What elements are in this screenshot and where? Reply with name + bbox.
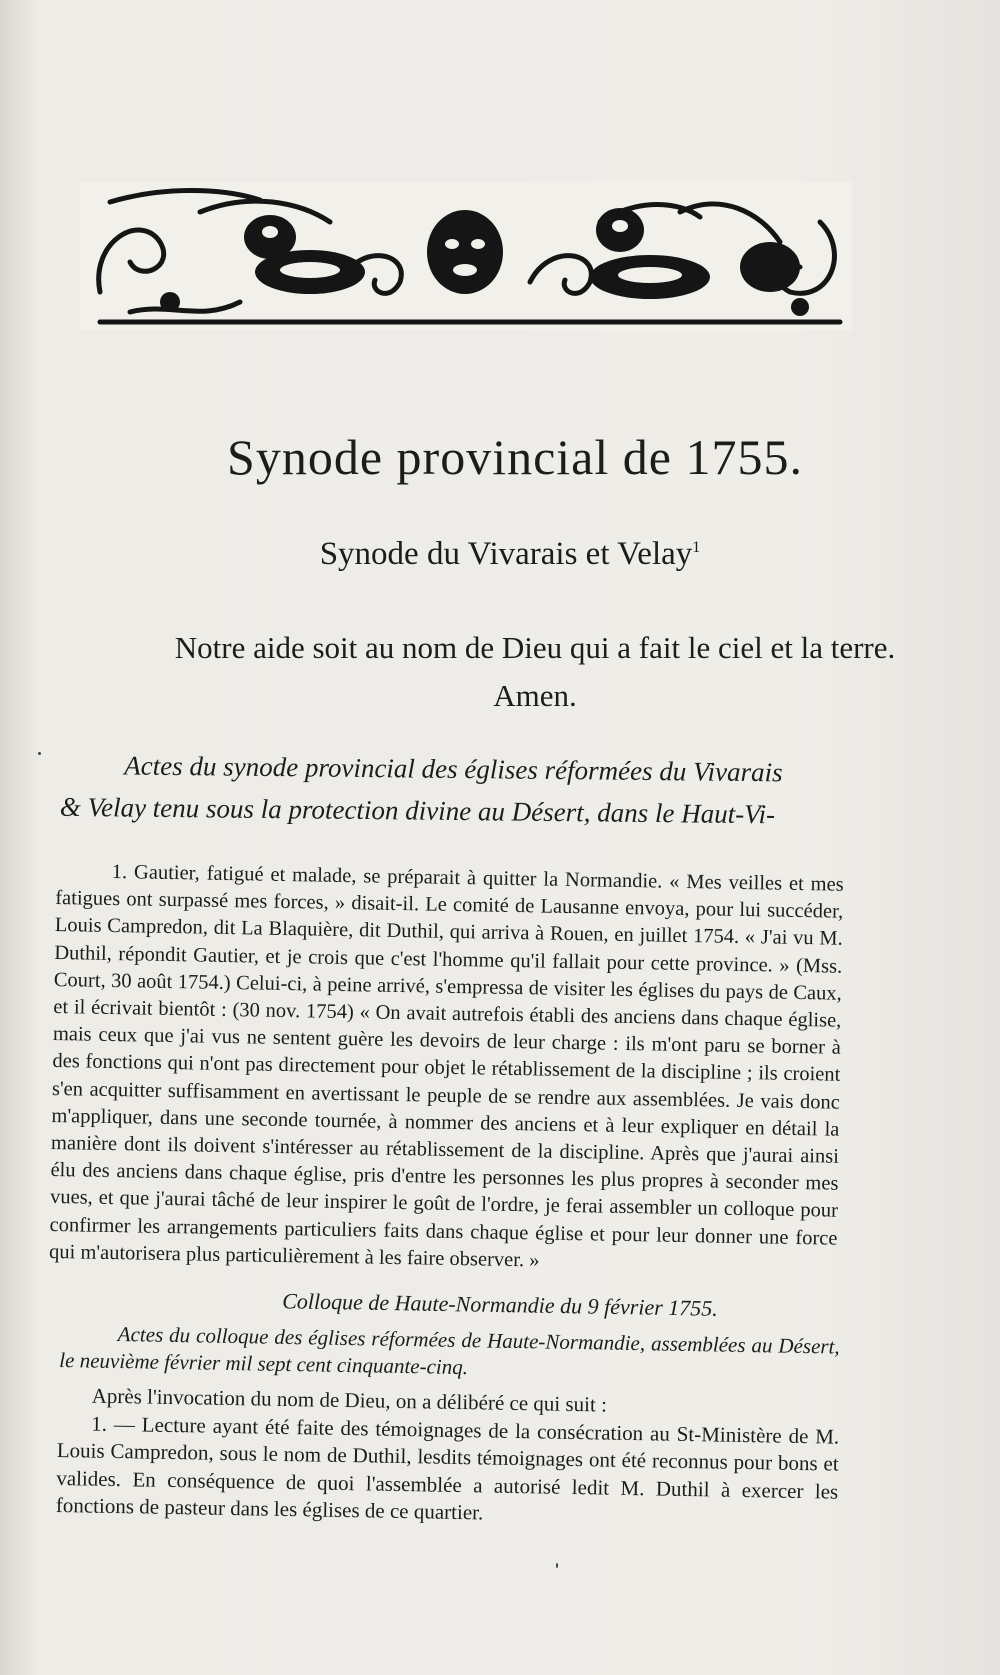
paper-speck — [38, 752, 41, 755]
footnote-marker: 1 — [692, 539, 701, 556]
ornamental-headpiece — [80, 182, 852, 330]
footnote — [49, 858, 844, 1280]
acts-heading — [60, 744, 861, 836]
acts-line-2: & Velay tenu sous la protection divine au Désert, dans le Haut-Vi- — [59, 791, 776, 830]
colloque-article-1: 1. — Lecture ayant été faite des témoignages de la consécration au St-Ministère de M. Louis Campredon, sous le nom de Duthil, lesdits témoignages ont été reconnus pour bons et valides. En conséquence de quoi l'assemblée a autorisé ledit M. Duthil à exercer les fonctions de pasteur dans les églises de ce quartier. — [55, 1411, 840, 1525]
subtitle-text: Synode du Vivarais et Velay — [319, 536, 693, 572]
colloque-body — [56, 1382, 840, 1533]
acts-line-1: Actes du synode provincial des églises réformées du Vivarais — [124, 750, 783, 788]
colloque-title: Colloque de Haute-Normandie du 9 février 1755. — [281, 1288, 719, 1321]
footnote-number: 1. — [111, 860, 128, 884]
footnote-text: Gautier, fatigué et malade, se préparait à quitter la Normandie. « Mes veilles et mes fatigues ont surpassé mes forces, » disait-il. Le comité de Lausanne envoya, pour lui succéder, Louis Campredon, dit La Blaquière, dit Duthil, qui arriva à Rouen, en juillet 1754. « J'ai vu M. Duthil, répondit Gautier, et je crois que c'est l'homme qu'il fallait pour cette province. » (Mss. Court, 30 août 1754.) Celui-ci, à peine arrivé, s'empressa de visiter les églises du pays de Caux, et il écrivait bientôt : (30 nov. 1754) « On avait autrefois établi des anciens dans chaque église, mais ceux que j'ai vus ne sentent guère les devoirs de leur charge : ils m'ont paru se borner à des fonctions qui n'ont pas directement pour objet le rétablissement de la discipline ; ils croient s'en acquitter suffisamment en avertissant le peuple de se rendre aux assemblées. Je vais donc m'appliquer, dans une seconde tournée, à nommer des anciens et à leur expliquer en détail la manière dont ils doivent s'intéresser au rétablissement de la discipline. Après que j'aurai ainsi élu des anciens dans chaque église, pris d'entre les personnes les plus propres à seconder mes vues, et que j'aurai tâché de leur inspirer le goût de l'ordre, je ferai assembler un colloque pour confirmer les arrangements particuliers faits dans chaque église et pour leur donner une force qui m'autorisera plus particulièrement à les faire observer. » — [48, 861, 844, 1272]
page-title: Synode provincial de 1755. — [227, 429, 803, 485]
paper-speck — [556, 1563, 558, 1568]
section-subtitle — [0, 536, 1000, 573]
invocation-text: Notre aide soit au nom de Dieu qui a fait le ciel et la terre. Amen. — [174, 630, 896, 713]
colloque-acts — [59, 1320, 840, 1388]
colloque-acts-text: Actes du colloque des églises réformées de Haute-Normandie, assemblées au Désert, le neuvième février mil sept cent cinquante-cinq. — [59, 1322, 840, 1380]
colloque-intro: Après l'invocation du nom de Dieu, on a délibéré ce qui suit : — [91, 1383, 608, 1417]
